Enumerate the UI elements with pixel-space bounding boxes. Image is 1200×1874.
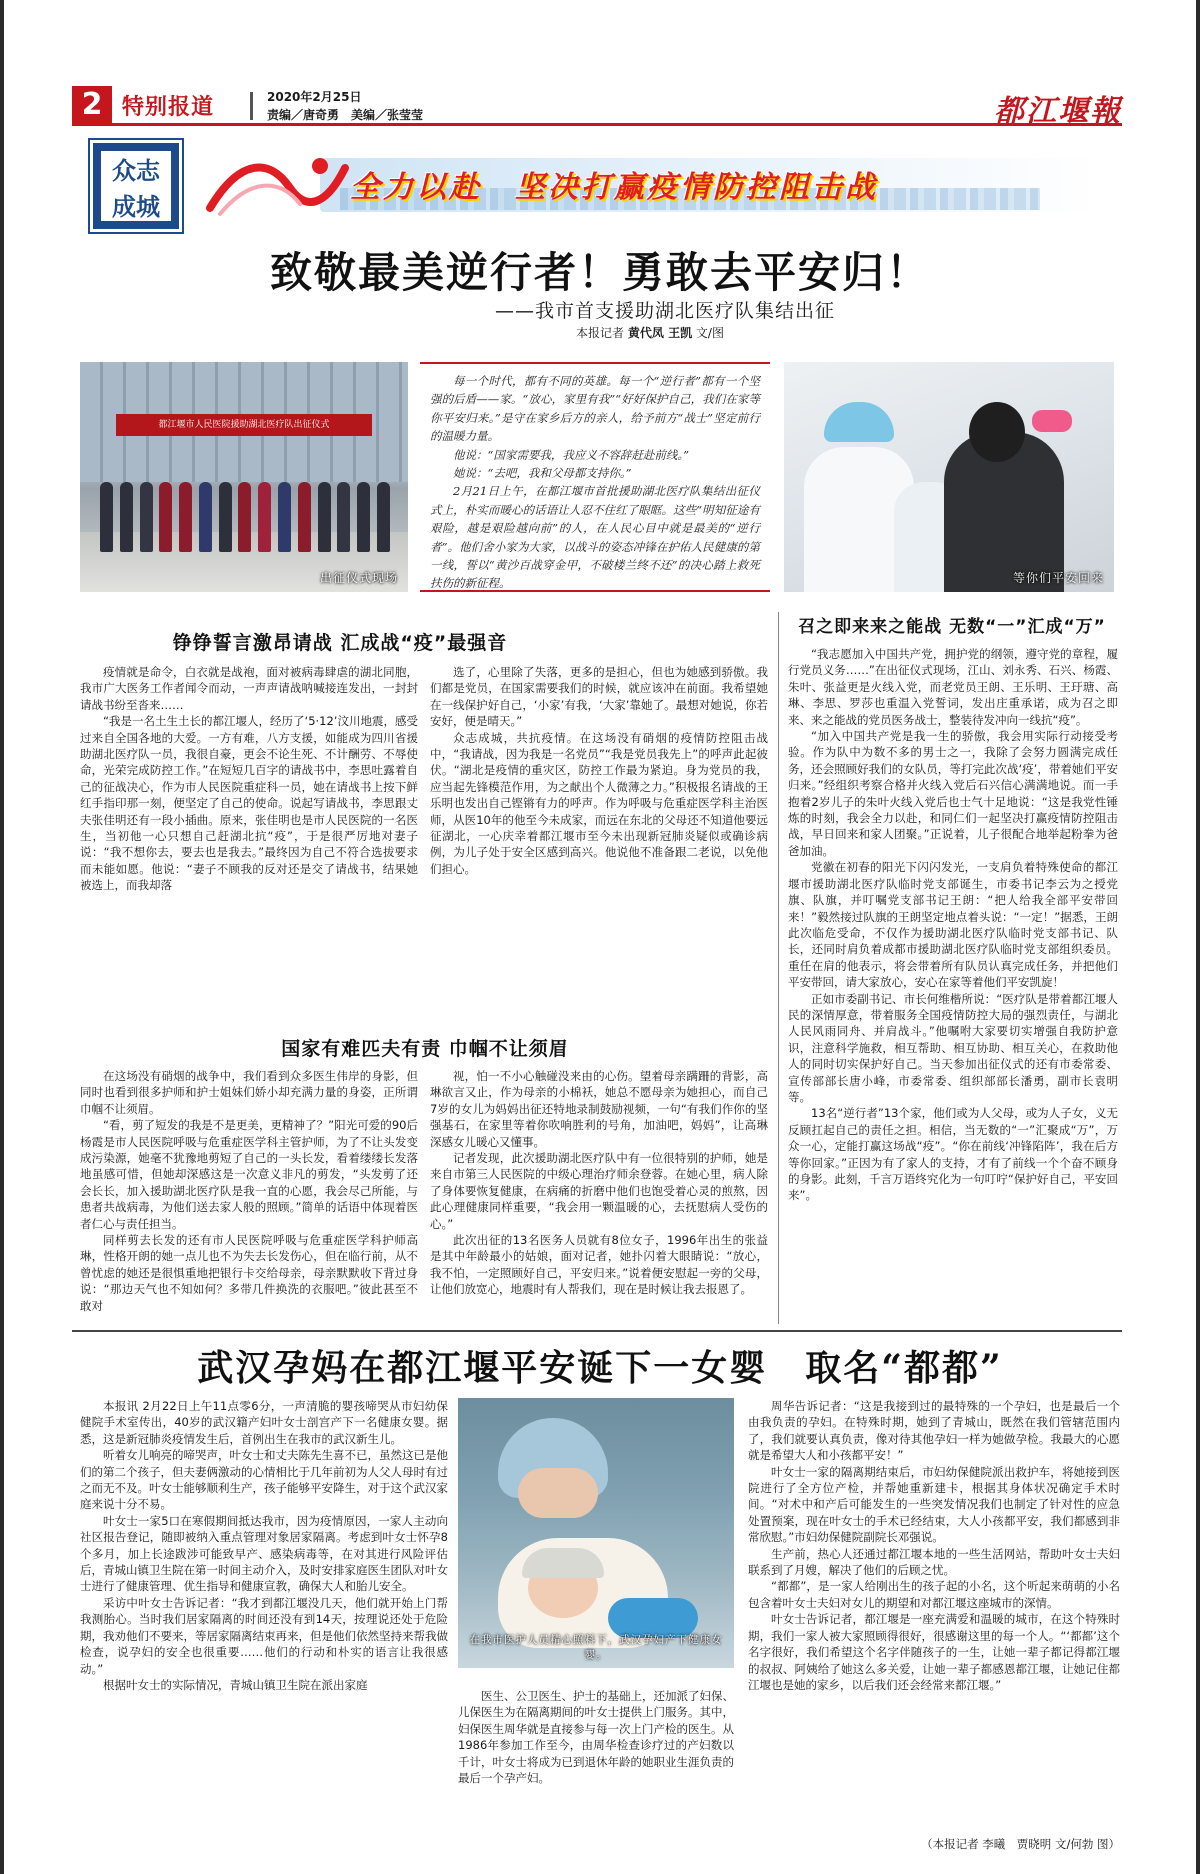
body-paragraph: 13名“逆行者”13个家，他们或为人父母，或为人子女，义无反顾扛起自己的责任之担。相信，当无数的“一”汇聚成“万”，万众一心，定能打赢这场战“疫”。“你在前线‘冲锋陷阵’，我在后方等你回家。”正因为有了家人的支持，才有了前线一个个奋不顾身的身影。此刻，千言万语终究化为一句叮咛“保护好自己，平安回来”。	[788, 1106, 1118, 1203]
story1-byline	[0, 324, 1200, 341]
body-paragraph: 采访中叶女士告诉记者：“我才到都江堰没几天，他们就开始上门帮我测胎心。当时我们居家隔离的时间还没有到14天，按理说还处于危险期，我劝他们不要来，等居家隔离结束再来，但是他们依然坚持来帮我做检查，说孕妇的安全也很重要……他们的行动和朴实的语言让我很感动。”	[80, 1595, 448, 1676]
issue-date: 2020年2月25日	[267, 90, 362, 104]
photo-nurse-cap	[824, 402, 894, 442]
campaign-slogan: 全力以赴 坚决打赢疫情防控阻击战	[350, 170, 878, 205]
body-paragraph: 叶女士一家5口在寒假期间抵达我市，因为疫情原因，一家人主动向社区报告登记，随即被纳入重点管理对象居家隔离。考虑到叶女士怀孕8个多月，加上长途跋涉可能致早产、感染病毒等，在对其进行风险评估后，青城山镇卫生院在第一时间主动介入，及时安排家庭医生团队对叶女士进行了健康管理、优生指导和健康宣教，确保大人和胎儿安全。	[80, 1513, 448, 1594]
body-paragraph: 同样剪去长发的还有市人民医院呼吸与危重症医学科护师高琳，性格开朗的她一点儿也不为失去长发伤心，但在临行前，从不曾忧虑的她还是很惧重地把银行卡交给母亲，母亲默默收下背过身说：“那边天气也不知如何？多带几件换洗的衣服吧。”彼此甚至不敢对	[80, 1233, 418, 1313]
body-paragraph: “都都”，是一家人给刚出生的孩子起的小名，这个听起来萌萌的小名包含着叶女士夫妇对女儿的期望和对都江堰这座城市的深情。	[748, 1579, 1120, 1610]
campaign-badge-line2: 成城	[112, 193, 160, 221]
section-a-title: 铮铮誓言激昂请战 汇成战“疫”最强音	[172, 632, 508, 654]
byline-names: 黄代凤 王凯	[627, 326, 693, 340]
campaign-badge	[90, 140, 182, 232]
story1-headline: 致敬最美逆行者！勇敢去平安归！	[269, 248, 930, 297]
column-divider	[778, 612, 779, 1324]
body-paragraph: 疫情就是命令，白衣就是战袍，面对被病毒肆虐的湖北同胞，我市广大医务工作者闻令而动，一声声请战呐喊接连发出，一封封请战书纷至沓来……	[80, 665, 418, 712]
body-paragraph: 本报讯 2月22日上午11点零6分，一声清脆的婴孩啼哭从市妇幼保健院手术室传出，40岁的武汉籍产妇叶女士剖宫产下一名健康女婴。据悉，这是新冠肺炎疫情发生后，首例出生在我市的武汉新生儿。	[80, 1399, 448, 1446]
body-paragraph: “加入中国共产党是我一生的骄傲，我会用实际行动接受考验。作为队中为数不多的男士之一，我除了会努力圆满完成任务，还会照顾好我们的女队员，等打完此次战‘疫’，带着她们平安归来。”经组织考察合格并火线入党后石兴信心满满地说。而一手抱着2岁儿子的朱叶火线入党后也士气十足地说：“这是我党性锤炼的时刻，我会全力以赴，和同仁们一起坚决打赢疫情防控阻击战，早日回来和家人团聚。”正说着，儿子很配合地举起粉拳为爸爸加油。	[788, 729, 1118, 858]
body-paragraph: 众志成城，共抗疫情。在这场没有硝烟的疫情防控阻击战中，“我请战，因为我是一名党员”“我是党员我先上”的呼声此起彼伏。“湖北是疫情的重灾区，防控工作最为紧迫。身为党员的我，应当起先锋模范作用，为之献出个人微薄之力。”积极报名请战的王乐明也发出自己铿锵有力的呼声。作为呼吸与危重症医学科主治医师，从医10年的他至今未成家，而远在东北的父母还不知道他要远征湖北，一心庆幸着都江堰市至今未出现新冠肺炎疑似或确诊病例，为儿子处于安全区感到高兴。他说他不准备跟二老说，以免他们担心。	[430, 730, 768, 876]
editors-credit: 责编／唐奇勇 美编／张莹莹	[267, 108, 424, 122]
intro-paragraph: 她说：“去吧，我和父母都支持你。”	[453, 466, 632, 481]
photo-baby-hat	[522, 1548, 604, 1578]
masthead-separator	[250, 92, 253, 120]
masthead	[72, 86, 1122, 129]
page-number: 2	[72, 86, 112, 124]
body-paragraph: 记者发现，此次援助湖北医疗队中有一位很特别的护师，她是来自市第三人民医院的中级心理治疗师余登蓉。在她心里，病人除了身体要恢复健康，在病痛的折磨中他们也饱受着心灵的煎熬，因此心理健康同样重要，“我会用一颗温暖的心，去抚慰病人受伤的心。”	[430, 1151, 768, 1231]
banner-ribbon-icon	[200, 148, 350, 222]
section-name: 特别报道	[122, 95, 215, 120]
intro-paragraph: 他说：“国家需要我，我应义不容辞赶赴前线。”	[453, 447, 690, 462]
body-paragraph: 此次出征的13名医务人员就有8位女子，1996年出生的张益是其中年龄最小的姑娘，面对记者，她扑闪着大眼睛说：“放心，我不怕，一定照顾好自己，平安归来。”说着便安慰起一旁的父母，让他们放宽心，地震时有人帮我们，现在是时候让我去报恩了。	[430, 1233, 768, 1297]
story2-column-1	[80, 1398, 448, 1838]
body-paragraph: 听着女儿响亮的啼哭声，叶女士和丈夫陈先生喜不已，虽然这已是他们的第二个孩子，但夫妻俩激动的心情相比于几年前初为人父人母时有过之而无不及。叶女士能够顺利生产，孩子能够平安降生，对于这个武汉家庭来说十分不易。	[80, 1448, 448, 1512]
story2-headline: 武汉孕妈在都江堰平安诞下一女婴 取名“都都”	[197, 1347, 1003, 1389]
body-paragraph: 叶女士一家的隔离期结束后，市妇幼保健院派出救护车，将她接到医院进行了全方位产检，并帮她重新建卡，根据其身体状况确定手术时间。“对术中和产后可能发生的一些突发情况我们也制定了针对性的应急处置预案，现在叶女士的手术已经结束，大人小孩都平安，我们都感到非常欣慰。”市妇幼保健院副院长邓强说。	[748, 1464, 1120, 1545]
story2-byline: （本报记者 李曦 贾晓明 文/何勃 图）	[921, 1837, 1120, 1851]
photo-nurse-face	[518, 1468, 598, 1518]
byline-prefix: 本报记者	[576, 326, 625, 340]
body-paragraph: 生产前，热心人还通过都江堰本地的一些生活网站，帮助叶女士夫妇联系到了月嫂，解决了他们的后顾之忧。	[748, 1546, 1120, 1578]
section-a-column-2	[430, 664, 768, 1016]
intro-paragraph: 每一个时代，都有不同的英雄。每一个“逆行者”都有一个坚强的后盾——家。“放心，家里有我”“好好保护自己，我们在家等你平安归来。”是守在家乡后方的亲人，给予前方“战士”坚定前行的温暖力量。	[430, 374, 760, 444]
photo-mask	[1032, 410, 1072, 432]
photo-newborn	[458, 1398, 734, 1668]
campaign-badge-line1: 众志	[112, 157, 160, 185]
section-b-column-2	[430, 1068, 768, 1322]
story2-column-3	[748, 1398, 1120, 1834]
photo-newborn-caption: 在我市医护人员精心照料下，武汉孕妇产下健康女婴。	[469, 1634, 723, 1661]
section-b-column-1	[80, 1068, 418, 1322]
body-paragraph: 党徽在初春的阳光下闪闪发光，一支肩负着特殊使命的都江堰市援助湖北医疗队临时党支部诞生，市委书记李云为之授党旗、队旗，并叮嘱党支部书记王朗：“把人给我全部平安带回来！”毅然接过队旗的王朗坚定地点着头说：“一定！”据悉，王朗此次临危受命，不仅作为援助湖北医疗队临时党支部书记、队长，还同时肩负着成都市援助湖北医疗队临时党支部组织委员。重任在肩的他表示，将会带着所有队员认真完成任务，并把他们平安带回，请大家放心，安心在家等着他们平安凯旋！	[788, 860, 1118, 990]
byline-suffix: 文/图	[695, 326, 724, 340]
intro-paragraph: 2月21日上午，在都江堰市首批援助湖北医疗队集结出征仪式上，朴实而暖心的话语让人忍不住红了眼眶。这些“明知征途有艰险，越是艰险越向前”的人，在人民心目中就是最美的“逆行者”。他们舍小家为大家，以战斗的姿态冲锋在护佑人民健康的第一线，誓以“黄沙百战穿金甲，不破楼兰终不还”的决心踏上救死扶伤的新征程。	[430, 484, 760, 591]
newspaper-logo: 都江堰報	[994, 94, 1122, 129]
photo-ceremony-banner: 都江堰市人民医院援助湖北医疗队出征仪式	[116, 414, 372, 436]
photo-ceremony	[80, 362, 408, 592]
photo-figure-head	[969, 402, 1025, 462]
story1-intro-box	[420, 362, 770, 592]
body-paragraph: “我志愿加入中国共产党，拥护党的纲领，遵守党的章程，履行党员义务……”在出征仪式现场，江山、刘永秀、石兴、杨霞、朱叶、张益更是火线入党，而老党员王朗、王乐明、王玗瑭、高琳、李思、罗莎也重温入党誓词，发出庄重承诺，成为召之即来、来之能战的党员医务战士，整装待发冲向一线抗“疫”。	[788, 647, 1118, 727]
section-c-title: 召之即来来之能战 无数“一”汇成“万”	[798, 617, 1106, 637]
body-paragraph: 选了，心里除了失落，更多的是担心，但也为她感到骄傲。我们都是党员，在国家需要我们的时候，就应该冲在前面。我希望她在一线保护好自己，‘小家’有我，‘大家’靠她了。最想对她说，你若安好，便是晴天。”	[430, 665, 768, 729]
photo-farewell-hug	[784, 362, 1114, 592]
story1-subhead: ——我市首支援助湖北医疗队集结出征	[494, 300, 835, 322]
photo-ceremony-caption: 出征仪式现场	[319, 571, 398, 585]
body-paragraph: 根据叶女士的实际情况，青城山镇卫生院在派出家庭	[103, 1677, 368, 1692]
body-paragraph: 医生、公卫医生、护士的基础上，还加派了妇保、儿保医生为在隔离期间的叶女士提供上门服务。其中，妇保医生周华就是直接参与每一次上门产检的医生。从1986年参加工作至今，由周华检查诊疗过的产妇数以千计，叶女士将成为已到退休年龄的她职业生涯负责的最后一个孕产妇。	[458, 1689, 734, 1786]
body-paragraph: 在这场没有硝烟的战争中，我们看到众多医生伟岸的身影，但同时也看到很多护师和护士姐妹们娇小却充满力量的身姿，正所谓巾帼不让须眉。	[80, 1069, 418, 1116]
section-b-title: 国家有难匹夫有责 巾帼不让须眉	[281, 1038, 569, 1060]
body-paragraph: “看，剪了短发的我是不是更美，更精神了？”阳光可爱的90后杨霞是市人民医院呼吸与危重症医学科主管护师，为了不让头发变成污染源，她毫不犹豫地剪短了自己的一头长发，看着缕缕长发落地虽感可惜，但她却深感这是一次意义非凡的剪发，“头发剪了还会长长，加入援助湖北医疗队是我一直的心愿，我会尽己所能，与患者共战病毒，为他们送去家人般的照顾。”简单的话语中体现着医者仁心与责任担当。	[80, 1118, 418, 1231]
story-divider	[72, 1330, 1122, 1332]
body-paragraph: 叶女士告诉记者，都江堰是一座充满爱和温暖的城市，在这个特殊时期，我们一家人被大家照顾得很好，很感谢这里的每一个人。“‘都都’这个名字很好，我们希望这个名字伴随孩子的一生，让她一辈子都记得都江堰的叔叔、阿姨给了她这么多关爱，让她一辈子都感恩都江堰，让她记住都江堰也是她的家乡，以后我们还会经常来都江堰。”	[748, 1612, 1120, 1692]
story2-column-2	[458, 1688, 734, 1838]
body-paragraph: 正如市委副书记、市长何维楷所说：“医疗队是带着都江堰人民的深情厚意，带着服务全国疫情防控大局的强烈责任，与湖北人民风雨同舟、并肩战斗。”他嘱咐大家要切实增强自我防护意识，注意科学施救，相互帮助、相互协助、相互关心，在救助他人的同时切实保护好自己。当天参加出征仪式的还有市委常委、宣传部部长唐小峰，市委常委、组织部部长潘勇，副市长袁明等。	[788, 991, 1118, 1104]
photo-hug-caption: 等你们平安回来	[1012, 571, 1104, 585]
campaign-banner	[200, 148, 1120, 222]
body-paragraph: “我是一名土生土长的都江堰人，经历了‘5·12’汶川地震，感受过来自全国各地的大爱。一方有难，八方支援，如能成为四川省援助湖北医疗队一员，我很自豪，更会不论生死、不计酬劳、不辱使命，光荣完成防控工作。”在短短几百字的请战书中，李思吐露着自己的征战决心，作为市人民医院重症科一员，她在请战书上按下鲜红手指印那一刻，便坚定了自己的使命。说起写请战书，李思跟丈夫张佳明还有一段小插曲。原来，张佳明也是市人民医院的一名医生，当初他一心只想自己赶湖北抗“疫”，于是很严厉地对妻子说：“我不想你去，要去也是我去。”最终因为自己不符合选拔要求而未能如愿。他说：“妻子不顾我的反对还是交了请战书，结果她被选上，而我却落	[80, 714, 418, 893]
body-paragraph: 视，怕一不小心触碰没来由的心伤。望着母亲蹒跚的背影，高琳欲言又止，作为母亲的小棉袄，她总不愿母亲为她担心，而自己7岁的女儿为妈妈出征还特地录制鼓励视频，一句“有我们作你的坚强基石，在家里等着你吹响胜利的号角，加油吧，妈妈”，让高琳深感女儿暖心又懂事。	[430, 1069, 768, 1149]
body-paragraph: 周华告诉记者：“这是我接到过的最特殊的一个孕妇，也是最后一个由我负责的孕妇。在特殊时期，她到了青城山，既然在我们管辖范围内了，我们就要认真负责，像对待其他孕妇一样为她做孕检。我最大的心愿就是希望大人和小孩都平安！”	[748, 1399, 1120, 1463]
photo-team-lineup	[100, 466, 390, 552]
section-a-column-1	[80, 664, 418, 1016]
section-c-column	[788, 646, 1118, 1322]
